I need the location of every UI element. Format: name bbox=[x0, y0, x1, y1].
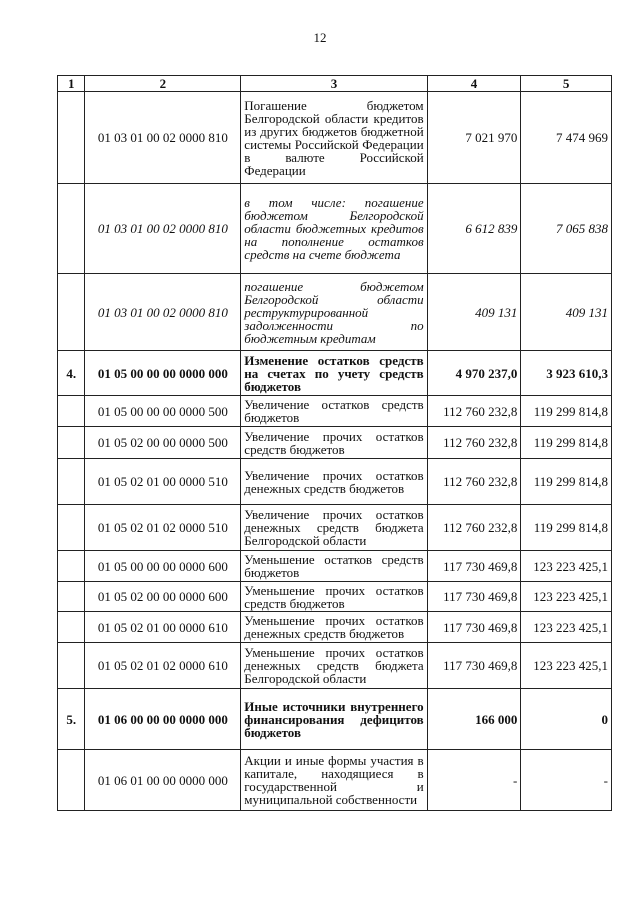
row-number bbox=[58, 396, 85, 427]
header-cell-3: 3 bbox=[241, 76, 427, 92]
row-number bbox=[58, 551, 85, 582]
row-value-col4: 117 730 469,8 bbox=[427, 551, 521, 582]
row-value-col5: 409 131 bbox=[521, 274, 612, 351]
row-name: Погашение бюджетом Белгородской области кредитов из других бюджетов бюджетной системы Российской Федерации в валюте Российской Федерации bbox=[241, 92, 427, 184]
row-code: 01 05 02 01 02 0000 510 bbox=[85, 505, 241, 551]
table-row bbox=[58, 551, 612, 582]
row-number bbox=[58, 184, 85, 274]
row-value-col4: 4 970 237,0 bbox=[427, 351, 521, 396]
page-number: 12 bbox=[313, 30, 327, 45]
row-code: 01 06 01 00 00 0000 000 bbox=[85, 750, 241, 811]
row-value-col5: 7 065 838 bbox=[521, 184, 612, 274]
row-name: погашение бюджетом Белгородской области реструктурированной задолженности по бюджетным кредитам bbox=[241, 274, 427, 351]
table-row bbox=[58, 92, 612, 184]
row-value-col4: 6 612 839 bbox=[427, 184, 521, 274]
row-value-col5: - bbox=[521, 750, 612, 811]
row-code: 01 05 00 00 00 0000 600 bbox=[85, 551, 241, 582]
row-name: в том числе: погашение бюджетом Белгородской области бюджетных кредитов на пополнение остатков средств на счете бюджета bbox=[241, 184, 427, 274]
row-name: Уменьшение прочих остатков денежных средств бюджетов bbox=[241, 612, 427, 643]
row-number bbox=[58, 643, 85, 689]
row-value-col4: 117 730 469,8 bbox=[427, 643, 521, 689]
row-value-col4: 112 760 232,8 bbox=[427, 396, 521, 427]
table-row bbox=[58, 643, 612, 689]
row-value-col4: 117 730 469,8 bbox=[427, 612, 521, 643]
row-value-col5: 123 223 425,1 bbox=[521, 551, 612, 582]
row-value-col4: 117 730 469,8 bbox=[427, 582, 521, 612]
row-value-col5: 119 299 814,8 bbox=[521, 505, 612, 551]
row-name: Уменьшение остатков средств бюджетов bbox=[241, 551, 427, 582]
row-number bbox=[58, 505, 85, 551]
row-name: Уменьшение прочих остатков средств бюджетов bbox=[241, 582, 427, 612]
row-value-col5: 119 299 814,8 bbox=[521, 459, 612, 505]
header-cell-4: 4 bbox=[427, 76, 521, 92]
budget-table bbox=[57, 75, 612, 811]
table-row bbox=[58, 505, 612, 551]
row-name: Акции и иные формы участия в капитале, находящиеся в государственной и муниципальной собственности bbox=[241, 750, 427, 811]
row-name: Увеличение прочих остатков денежных средств бюджета Белгородской области bbox=[241, 505, 427, 551]
row-name: Увеличение остатков средств бюджетов bbox=[241, 396, 427, 427]
row-value-col5: 119 299 814,8 bbox=[521, 396, 612, 427]
table-row bbox=[58, 612, 612, 643]
row-code: 01 05 00 00 00 0000 000 bbox=[85, 351, 241, 396]
row-value-col5: 3 923 610,3 bbox=[521, 351, 612, 396]
row-number: 5. bbox=[58, 689, 85, 750]
row-number bbox=[58, 459, 85, 505]
row-value-col4: 409 131 bbox=[427, 274, 521, 351]
row-code: 01 05 02 00 00 0000 600 bbox=[85, 582, 241, 612]
row-code: 01 05 02 00 00 0000 500 bbox=[85, 427, 241, 459]
row-value-col5: 7 474 969 bbox=[521, 92, 612, 184]
row-value-col4: 7 021 970 bbox=[427, 92, 521, 184]
row-name: Увеличение прочих остатков денежных средств бюджетов bbox=[241, 459, 427, 505]
row-code: 01 05 02 01 00 0000 610 bbox=[85, 612, 241, 643]
row-name: Иные источники внутреннего финансирования дефицитов бюджетов bbox=[241, 689, 427, 750]
row-code: 01 05 00 00 00 0000 500 bbox=[85, 396, 241, 427]
table-row bbox=[58, 459, 612, 505]
header-cell-2: 2 bbox=[85, 76, 241, 92]
row-code: 01 06 00 00 00 0000 000 bbox=[85, 689, 241, 750]
row-code: 01 03 01 00 02 0000 810 bbox=[85, 184, 241, 274]
row-name: Изменение остатков средств на счетах по учету средств бюджетов bbox=[241, 351, 427, 396]
row-value-col4: 112 760 232,8 bbox=[427, 427, 521, 459]
row-value-col4: 166 000 bbox=[427, 689, 521, 750]
table-row bbox=[58, 750, 612, 811]
table-row bbox=[58, 351, 612, 396]
table-row bbox=[58, 427, 612, 459]
header-cell-5: 5 bbox=[521, 76, 612, 92]
table-header-row bbox=[58, 76, 612, 92]
row-value-col5: 119 299 814,8 bbox=[521, 427, 612, 459]
row-value-col4: - bbox=[427, 750, 521, 811]
row-value-col5: 123 223 425,1 bbox=[521, 643, 612, 689]
row-number: 4. bbox=[58, 351, 85, 396]
row-code: 01 05 02 01 00 0000 510 bbox=[85, 459, 241, 505]
row-value-col5: 123 223 425,1 bbox=[521, 582, 612, 612]
row-number bbox=[58, 612, 85, 643]
table-row bbox=[58, 396, 612, 427]
row-name: Увеличение прочих остатков средств бюджетов bbox=[241, 427, 427, 459]
table-row bbox=[58, 582, 612, 612]
table-row bbox=[58, 689, 612, 750]
row-value-col5: 123 223 425,1 bbox=[521, 612, 612, 643]
row-number bbox=[58, 750, 85, 811]
row-code: 01 03 01 00 02 0000 810 bbox=[85, 92, 241, 184]
header-cell-1: 1 bbox=[58, 76, 85, 92]
table-row bbox=[58, 184, 612, 274]
row-number bbox=[58, 427, 85, 459]
row-value-col5: 0 bbox=[521, 689, 612, 750]
row-code: 01 03 01 00 02 0000 810 bbox=[85, 274, 241, 351]
row-value-col4: 112 760 232,8 bbox=[427, 505, 521, 551]
row-number bbox=[58, 92, 85, 184]
row-value-col4: 112 760 232,8 bbox=[427, 459, 521, 505]
row-number bbox=[58, 582, 85, 612]
row-number bbox=[58, 274, 85, 351]
row-code: 01 05 02 01 02 0000 610 bbox=[85, 643, 241, 689]
table-row bbox=[58, 274, 612, 351]
row-name: Уменьшение прочих остатков денежных средств бюджета Белгородской области bbox=[241, 643, 427, 689]
